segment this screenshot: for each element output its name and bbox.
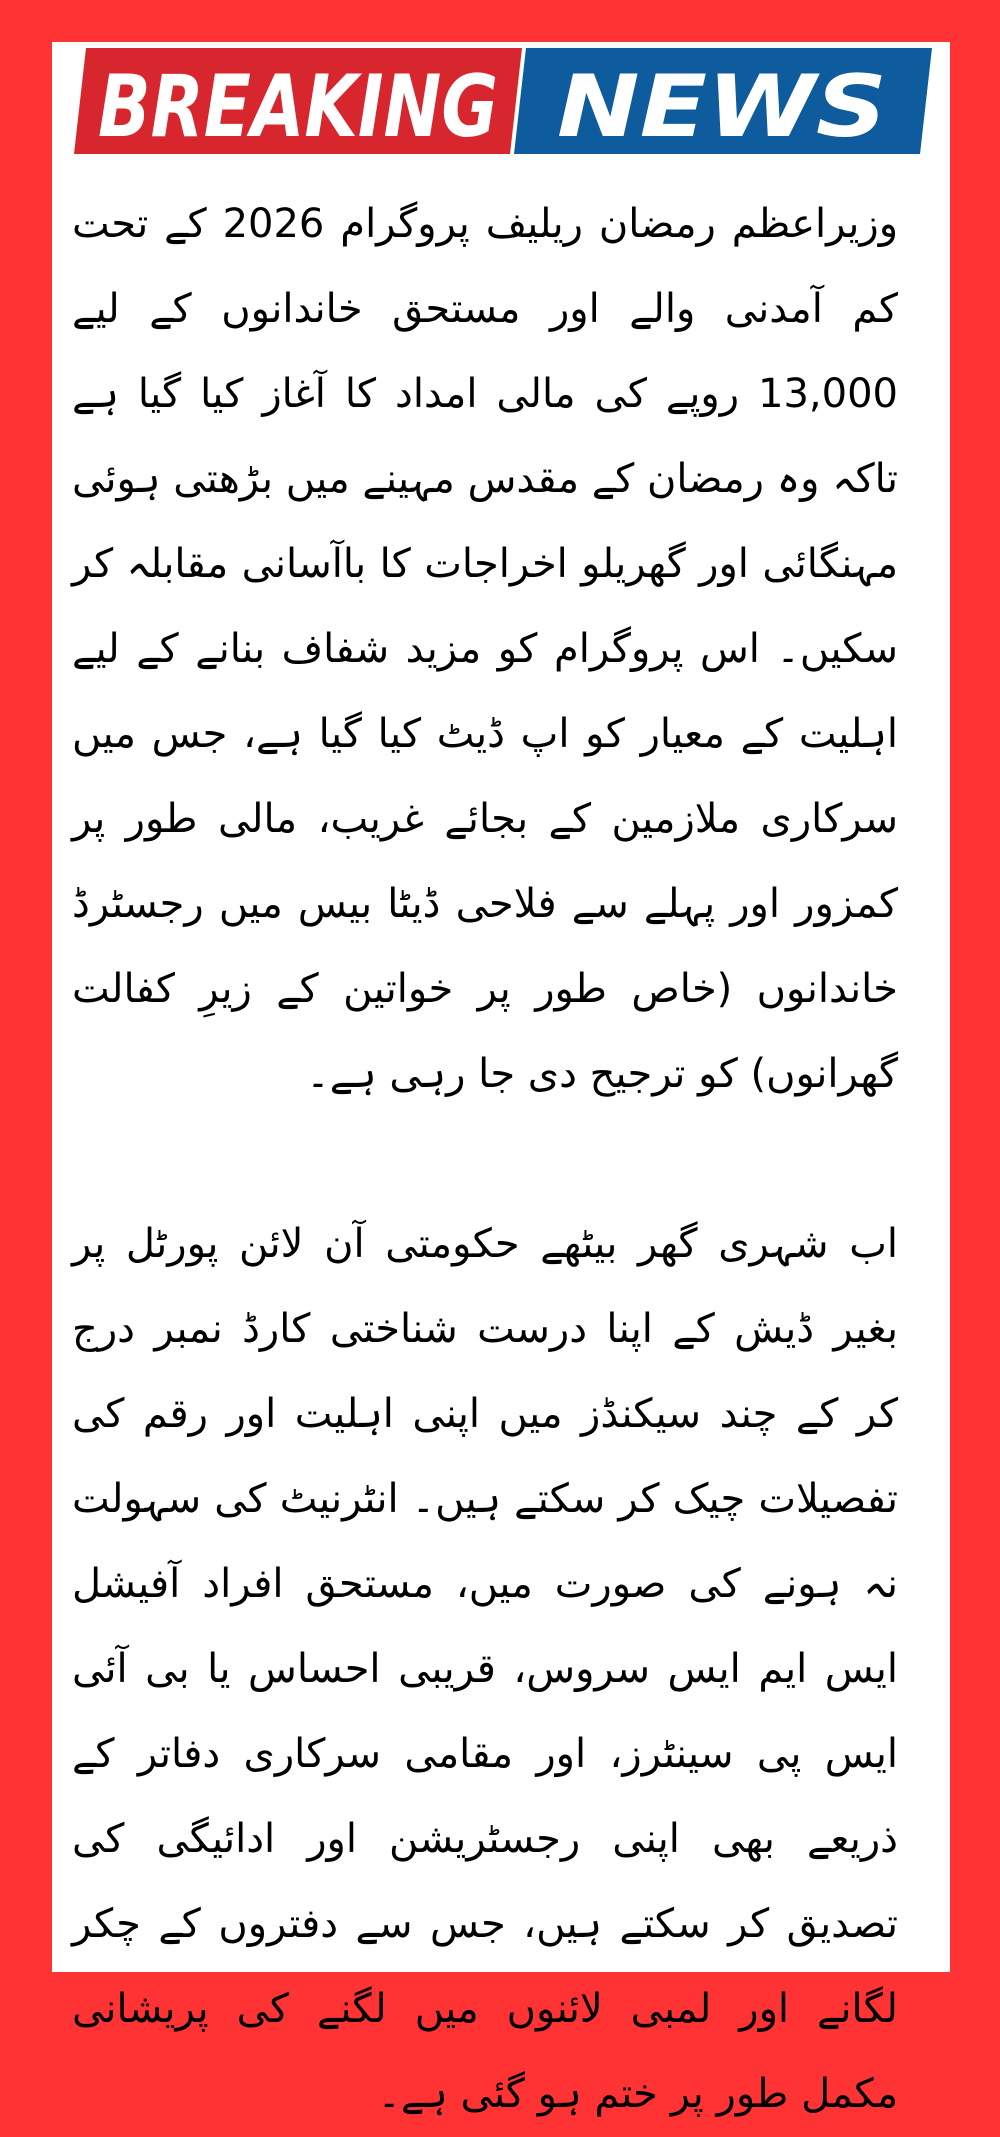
article-body	[72, 182, 898, 2137]
banner-word-news: NEWS	[557, 57, 887, 156]
article-paragraph-2: اب شہری گھر بیٹھے حکومتی آن لائن پورٹل پر بغیر ڈیش کے اپنا درست شناختی کارڈ نمبر درج کر کے چند سیکنڈز میں اپنی اہلیت اور رقم کی تفصیلات چیک کر سکتے ہیں۔ انٹرنیٹ کی سہولت نہ ہونے کی صورت میں، مستحق افراد آفیشل ایس ایم ایس سروس، قریبی احساس یا بی آئی ایس پی سینٹرز، اور مقامی سرکاری دفاتر کے ذریعے بھی اپنی رجسٹریشن اور ادائیگی کی تصدیق کر سکتے ہیں، جس سے دفتروں کے چکر لگانے اور لمبی لائنوں میں لگنے کی پریشانی مکمل طور پر ختم ہو گئی ہے۔	[72, 1221, 898, 2117]
article-card	[52, 42, 950, 2117]
breaking-news-banner	[70, 46, 935, 156]
article-paragraph-1: وزیراعظم رمضان ریلیف پروگرام 2026 کے تحت کم آمدنی والے اور مستحق خاندانوں کے لیے 13,000 روپے کی مالی امداد کا آغاز کیا گیا ہے تاکہ وہ رمضان کے مقدس مہینے میں بڑھتی ہوئی مہنگائی اور گھریلو اخراجات کا باآسانی مقابلہ کر سکیں۔ اس پروگرام کو مزید شفاف بنانے کے لیے اہلیت کے معیار کو اپ ڈیٹ کیا گیا ہے، جس میں سرکاری ملازمین کے بجائے غریب، مالی طور پر کمزور اور پہلے سے فلاحی ڈیٹا بیس میں رجسٹرڈ خاندانوں (خاص طور پر خواتین کے زیرِ کفالت گھرانوں) کو ترجیح دی جا رہی ہے۔	[72, 201, 899, 1097]
banner-word-breaking: BREAKING	[98, 57, 498, 156]
